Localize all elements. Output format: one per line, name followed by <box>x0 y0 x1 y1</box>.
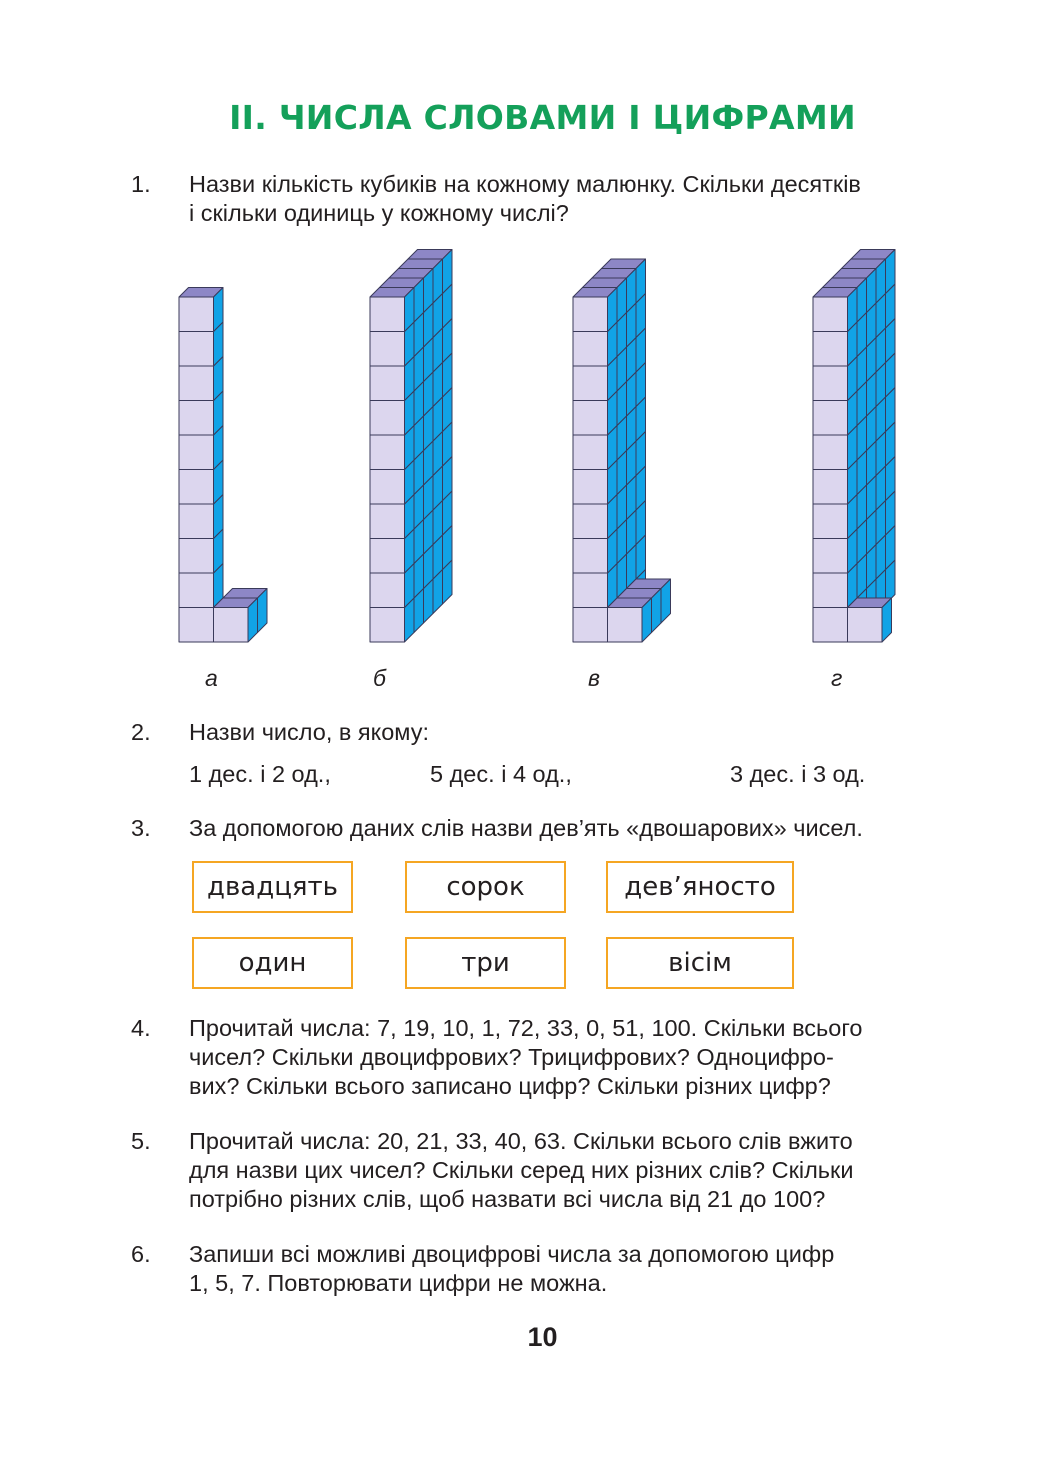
task-text <box>189 170 964 228</box>
cube-front-face <box>573 366 608 401</box>
cube-front-face <box>573 573 608 608</box>
cube-front-face <box>813 435 848 470</box>
cube-front-face <box>179 435 214 470</box>
figure-label-a: а <box>205 665 218 691</box>
task-number: 5. <box>131 1128 151 1154</box>
task-text <box>189 1127 964 1214</box>
cube-front-face <box>573 297 608 332</box>
cube-front-face <box>573 608 608 643</box>
cube-front-face <box>370 332 405 367</box>
cube-front-face <box>179 332 214 367</box>
task-line: Прочитай числа: 20, 21, 33, 40, 63. Скільки всього слів вжито <box>189 1128 853 1154</box>
figure-label-g: г <box>831 665 843 691</box>
task-text <box>189 718 964 747</box>
cube-front-face <box>573 401 608 436</box>
word-box: двадцять <box>192 861 353 913</box>
task-line: Назви число, в якому: <box>189 719 429 745</box>
cube-front-face <box>179 608 214 643</box>
task-text <box>189 1240 964 1298</box>
task-number: 6. <box>131 1241 151 1267</box>
cube-front-face <box>370 366 405 401</box>
figure-label-b: б <box>373 665 386 691</box>
cube-front-face <box>573 539 608 574</box>
word-box: три <box>405 937 566 989</box>
task-line: За допомогою даних слів назви дев’ять «двошарових» чисел. <box>189 815 863 841</box>
word-box: дев’яносто <box>606 861 794 913</box>
cube-front-face <box>813 573 848 608</box>
task2-item: 5 дес. і 4 од., <box>430 761 572 787</box>
task-line: потрібно різних слів, щоб назвати всі числа від 21 до 100? <box>189 1186 826 1212</box>
task-line: Назви кількість кубиків на кожному малюнку. Скільки десятків <box>189 171 861 197</box>
figure-label-v: в <box>588 665 601 691</box>
task-line: вих? Скільки всього записано цифр? Скільки різних цифр? <box>189 1073 831 1099</box>
cube-front-face <box>179 573 214 608</box>
cube-front-face <box>179 504 214 539</box>
cube-front-face <box>848 608 883 643</box>
page-title: ІІ. ЧИСЛА СЛОВАМИ І ЦИФРАМИ <box>229 98 856 137</box>
task-number: 1. <box>131 171 151 197</box>
task2-item: 1 дес. і 2 од., <box>189 761 331 787</box>
cube-front-face <box>813 470 848 505</box>
cube-front-face <box>370 435 405 470</box>
cube-front-face <box>370 539 405 574</box>
cube-front-face <box>179 401 214 436</box>
cube-figures <box>0 230 1040 660</box>
cube-front-face <box>370 470 405 505</box>
task-line: Запиши всі можливі двоцифрові числа за допомогою цифр <box>189 1241 835 1267</box>
task-number: 4. <box>131 1015 151 1041</box>
task-number: 3. <box>131 815 151 841</box>
task-text <box>189 1014 964 1101</box>
cube-front-face <box>370 401 405 436</box>
task-line: 1, 5, 7. Повторювати цифри не можна. <box>189 1270 608 1296</box>
cube-front-face <box>813 401 848 436</box>
cube-front-face <box>370 608 405 643</box>
cube-front-face <box>214 608 249 643</box>
cube-front-face <box>370 297 405 332</box>
cube-front-face <box>370 573 405 608</box>
cube-front-face <box>813 366 848 401</box>
word-box: сорок <box>405 861 566 913</box>
task-text <box>189 814 964 843</box>
cube-front-face <box>573 435 608 470</box>
task-number: 2. <box>131 719 151 745</box>
cube-front-face <box>573 504 608 539</box>
cube-front-face <box>813 332 848 367</box>
word-box: вісім <box>606 937 794 989</box>
cube-front-face <box>813 539 848 574</box>
cube-front-face <box>179 297 214 332</box>
task2-item: 3 дес. і 3 од. <box>730 761 866 787</box>
page-number: 10 <box>527 1322 558 1352</box>
task-line: чисел? Скільки двоцифрових? Трицифрових? Одноцифро- <box>189 1044 834 1070</box>
cube-front-face <box>573 470 608 505</box>
task-line: і скільки одиниць у кожному числі? <box>189 200 569 226</box>
task-line: для назви цих чисел? Скільки серед них різних слів? Скільки <box>189 1157 854 1183</box>
cube-front-face <box>813 504 848 539</box>
cube-front-face <box>179 539 214 574</box>
cube-front-face <box>179 470 214 505</box>
cube-front-face <box>608 608 643 643</box>
cube-front-face <box>573 332 608 367</box>
cube-front-face <box>370 504 405 539</box>
word-box: один <box>192 937 353 989</box>
cube-front-face <box>813 608 848 643</box>
task-line: Прочитай числа: 7, 19, 10, 1, 72, 33, 0, 51, 100. Скільки всього <box>189 1015 863 1041</box>
cube-front-face <box>813 297 848 332</box>
cube-front-face <box>179 366 214 401</box>
